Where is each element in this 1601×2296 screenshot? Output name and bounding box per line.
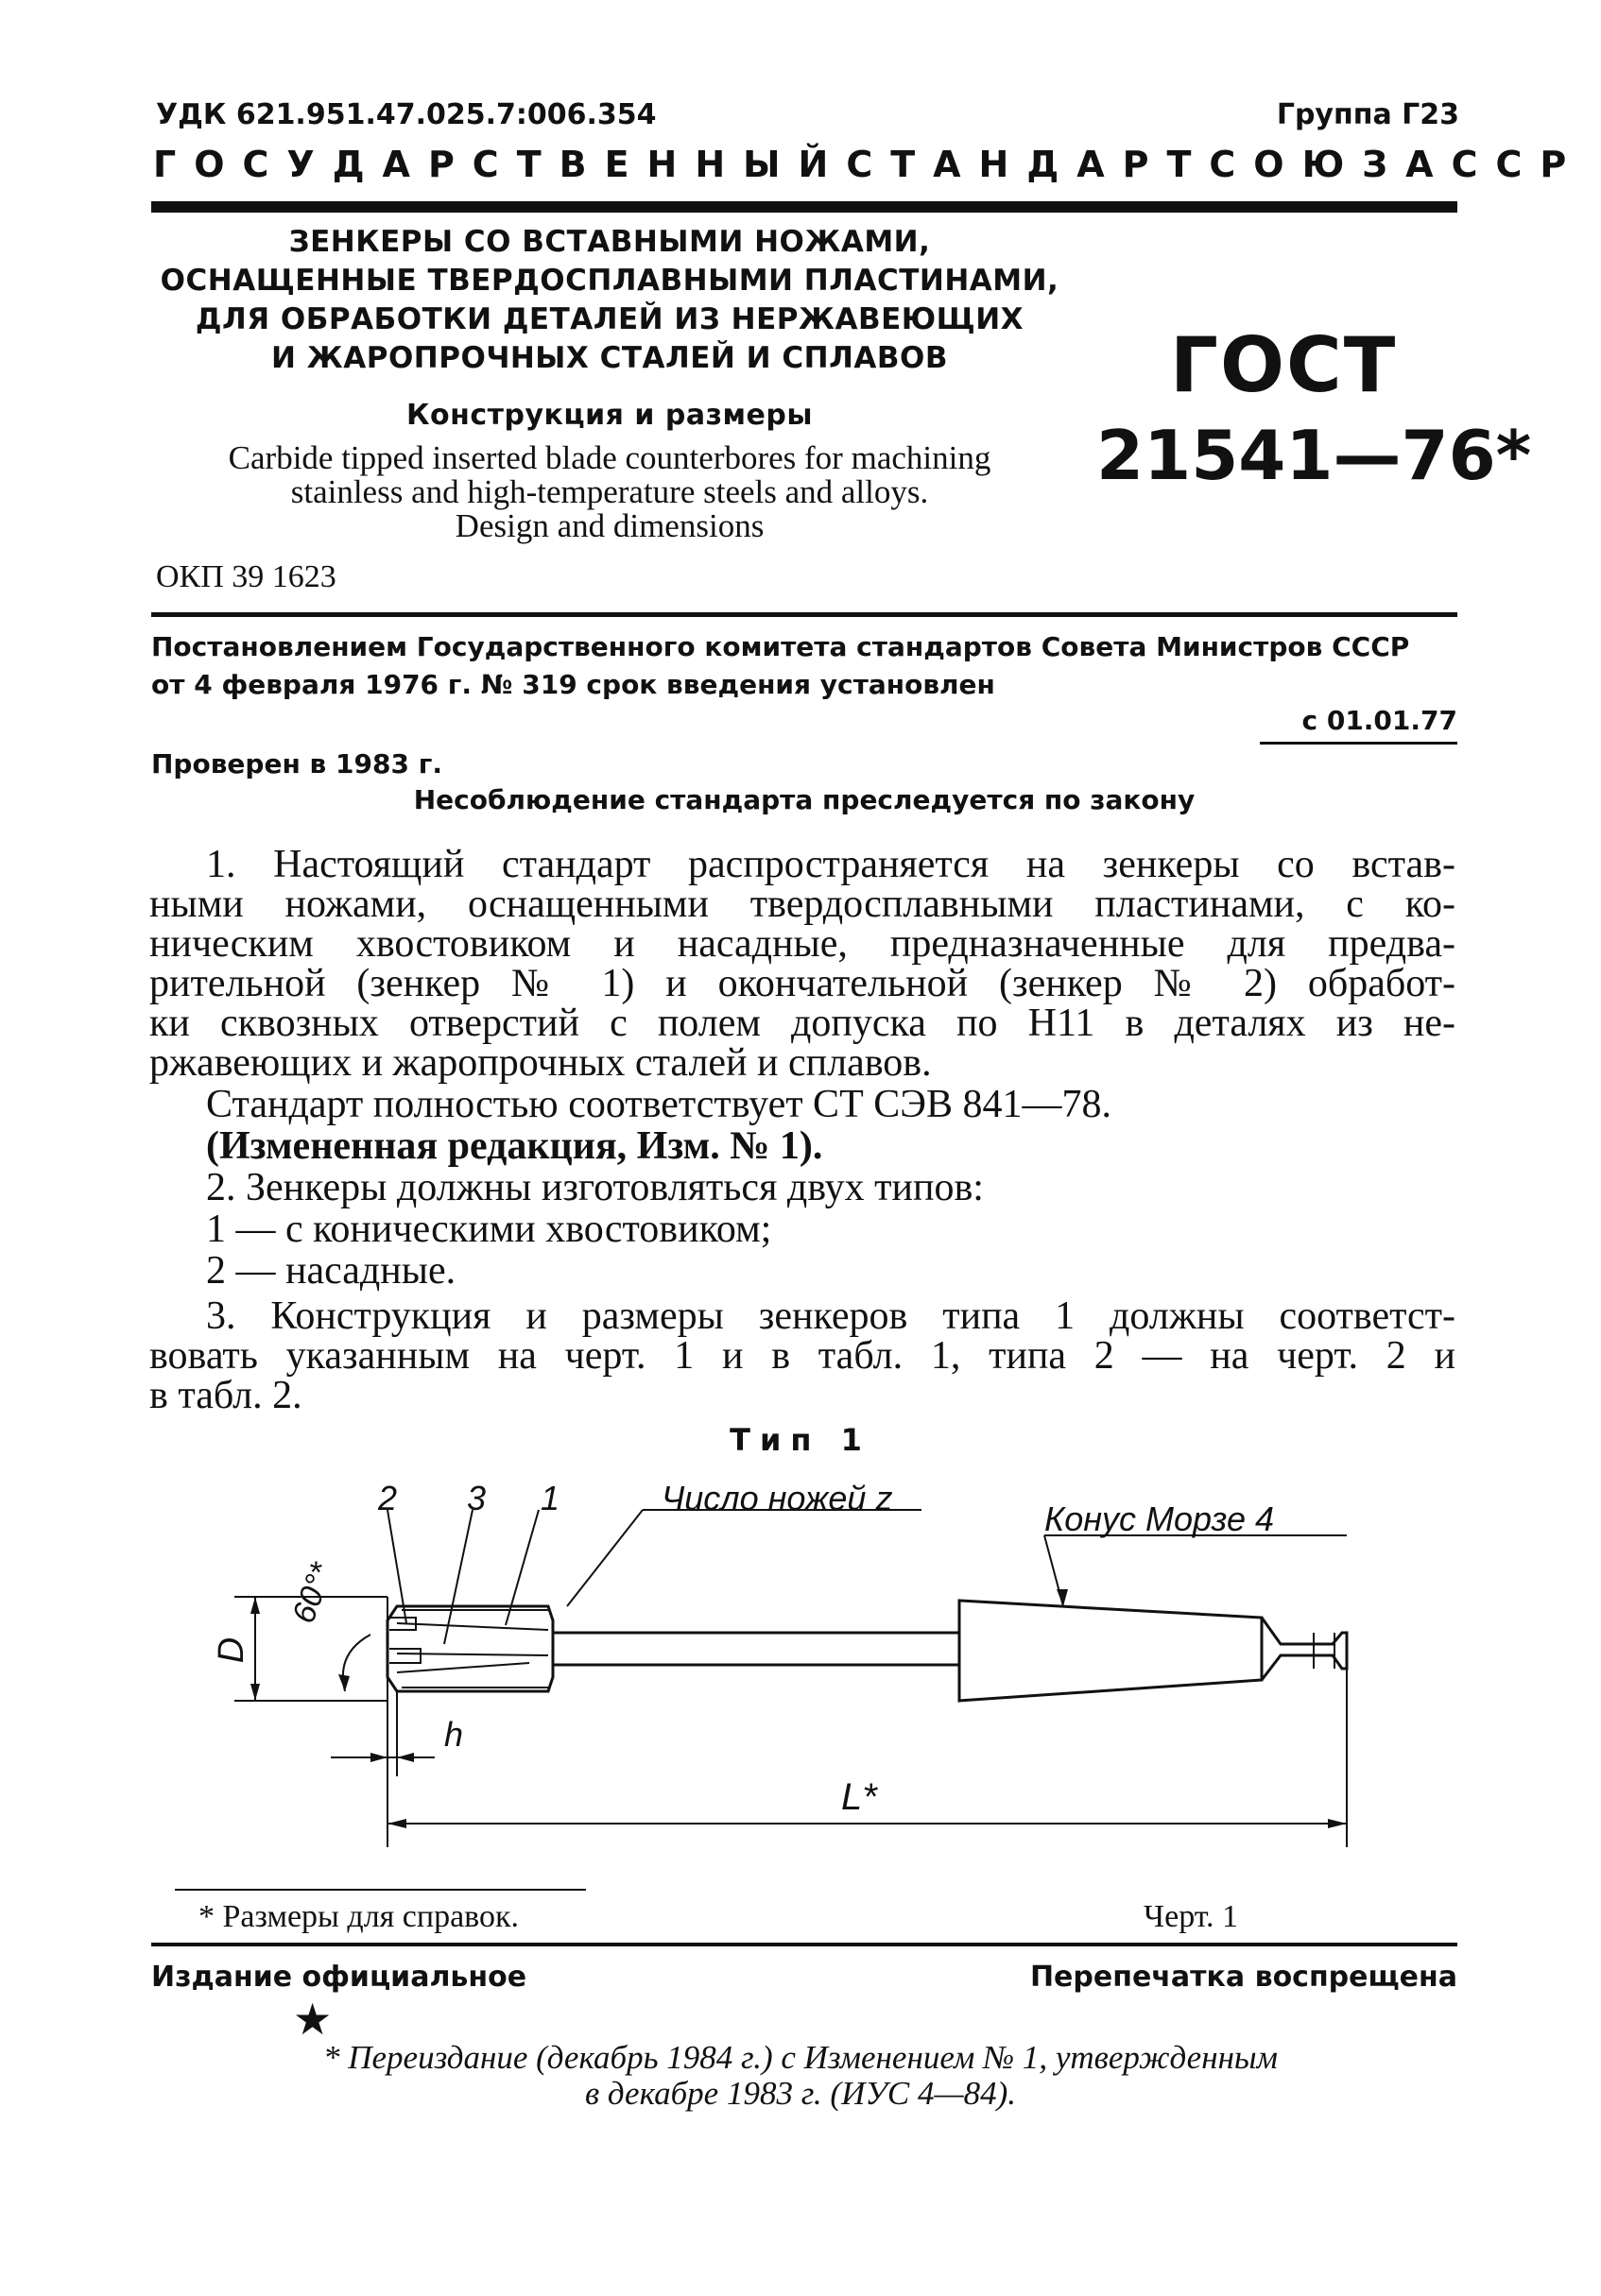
footer-rule: [151, 1943, 1457, 1946]
p1-line-6: ржавеющих и жаропрочных сталей и сплавов.: [149, 1041, 932, 1085]
p2: 2. Зенкеры должны изготовляться двух типов:: [206, 1166, 984, 1209]
title-line-2: ОСНАЩЕННЫЕ ТВЕРДОСПЛАВНЫМИ ПЛАСТИНАМИ,: [160, 264, 1059, 298]
p3-line-2: вовать указанным на черт. 1 и в табл. 1, типа 2 — на черт. 2 и: [149, 1334, 1455, 1378]
effective-date: с 01.01.77: [1301, 705, 1457, 736]
title-line-1: ЗЕНКЕРЫ СО ВСТАВНЫМИ НОЖАМИ,: [288, 225, 931, 259]
star-icon: ★: [293, 1994, 333, 2045]
p1-line-5: ки сквозных отверстий с полем допуска по Н11 в деталях из не-: [149, 1002, 1455, 1045]
label-angle: 60°*: [285, 1558, 340, 1628]
title-english-3: Design and dimensions: [455, 507, 765, 544]
p-sev: Стандарт полностью соответствует СТ СЭВ 841—78.: [206, 1083, 1111, 1126]
reissue-line-1: * Переиздание (декабрь 1984 г.) с Изменением № 1, утвержденным: [323, 2039, 1278, 2076]
checked-year: Проверен в 1983 г.: [151, 748, 442, 780]
reissue-line-2: в декабре 1983 г. (ИУС 4—84).: [584, 2075, 1017, 2112]
gost-label: ГОСТ: [1170, 321, 1398, 409]
figure-caption: Черт. 1: [1144, 1899, 1239, 1934]
label-morse: Конус Морзе 4: [1044, 1499, 1275, 1538]
title-line-4: И ЖАРОПРОЧНЫХ СТАЛЕЙ И СПЛАВОВ: [271, 341, 948, 375]
label-part-3: 3: [467, 1479, 487, 1517]
p1-line-3: ническим хвостовиком и насадные, предназначенные для предва-: [149, 922, 1455, 966]
label-part-2: 2: [378, 1479, 398, 1517]
title-english-1: Carbide tipped inserted blade counterbores for machining: [228, 439, 991, 476]
udk-code: УДК 621.951.47.025.7:006.354: [156, 98, 657, 131]
banner-word-3: СОЮЗА: [1209, 144, 1452, 185]
decree-line-1: Постановлением Государственного комитета стандартов Совета Министров СССР: [151, 631, 1410, 662]
decree-line-2: от 4 февраля 1976 г. № 319 срок введения установлен: [151, 669, 995, 700]
banner-word-2: СТАНДАРТ: [846, 144, 1210, 185]
banner-word-4: ССР: [1451, 144, 1585, 185]
reprint-prohibited: Перепечатка воспрещена: [1029, 1961, 1457, 1994]
p3-line-1: 3. Конструкция и размеры зенкеров типа 1 должны соответст-: [206, 1294, 1455, 1338]
label-part-1: 1: [541, 1479, 560, 1517]
label-h: h: [444, 1715, 464, 1754]
label-knives: Число ножей z: [662, 1479, 893, 1517]
p2-item-2: 2 — насадные.: [206, 1249, 456, 1293]
group-code: Группа Г23: [1276, 98, 1459, 131]
label-diameter: D: [212, 1636, 252, 1664]
p-amendment: (Измененная редакция, Изм. № 1).: [206, 1124, 823, 1168]
figure-type-title: Тип 1: [730, 1422, 871, 1458]
p1-line-1: 1. Настоящий стандарт распространяется на зенкеры со встав-: [206, 843, 1455, 886]
title-english-2: stainless and high-temperature steels and alloys.: [290, 473, 929, 510]
title-line-3: ДЛЯ ОБРАБОТКИ ДЕТАЛЕЙ ИЗ НЕРЖАВЕЮЩИХ: [195, 302, 1024, 336]
p3-line-3: в табл. 2.: [149, 1374, 302, 1417]
p1-line-4: рительной (зенкер № 1) и окончательной (зенкер № 2) обработ-: [149, 962, 1455, 1005]
law-warning: Несоблюдение стандарта преследуется по закону: [413, 784, 1196, 815]
p1-line-2: ными ножами, оснащенными твердосплавными пластинами, с ко-: [149, 882, 1455, 926]
p2-item-1: 1 — с коническими хвостовиком;: [206, 1208, 772, 1251]
figure-footnote: * Размеры для справок.: [198, 1899, 520, 1934]
gost-number: 21541—76*: [1096, 416, 1532, 495]
label-length: L*: [841, 1776, 877, 1818]
banner-word-1: ГОСУДАРСТВЕННЫЙ: [153, 144, 847, 185]
title-subtitle: Конструкция и размеры: [406, 399, 813, 432]
okp-code: ОКП 39 1623: [156, 559, 336, 594]
official-edition: Издание официальное: [151, 1961, 527, 1994]
